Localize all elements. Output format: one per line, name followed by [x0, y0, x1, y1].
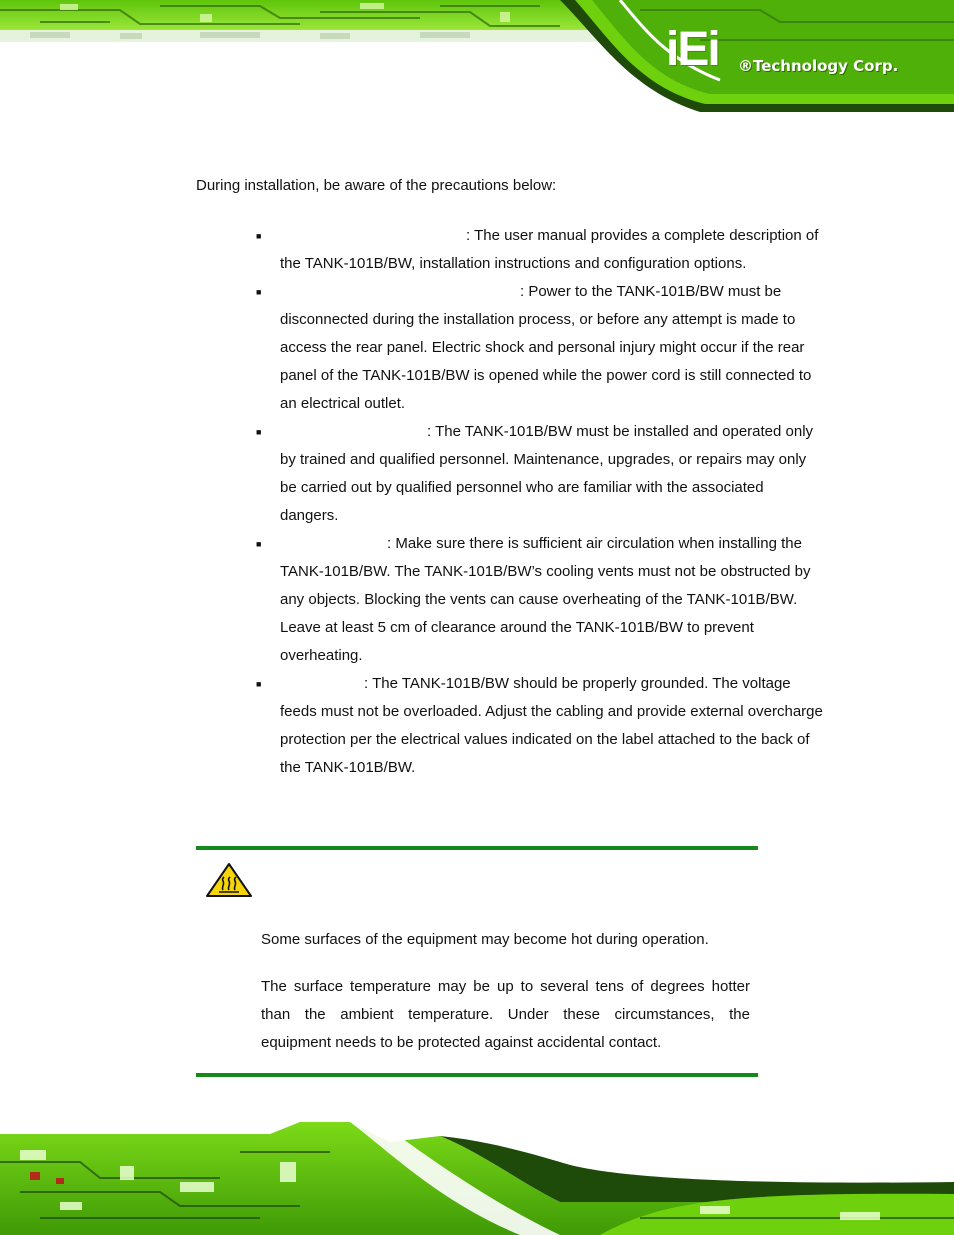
warning-body	[261, 926, 750, 1076]
logo-tagline: ®Technology Corp.	[738, 57, 899, 75]
warning-top-rule	[196, 846, 758, 850]
precaution-text: : The TANK-101B/BW should be properly grounded. The voltage feeds must not be overloaded. Adjust the cabling and provide external overcharge protection per the electrical values indicated on the label attached to the back of the TANK-101B/BW.	[280, 675, 823, 776]
intro-text: During installation, be aware of the precautions below:	[196, 177, 557, 194]
bullet: ■	[256, 539, 262, 549]
bullet: ■	[256, 427, 262, 437]
precaution-text: : The user manual provides a complete description of the TANK-101B/BW, installation instructions and configuration options.	[280, 227, 819, 272]
bullet: ■	[256, 679, 262, 689]
warning-paragraph: Some surfaces of the equipment may become hot during operation.	[261, 931, 709, 948]
precautions-list	[256, 222, 826, 782]
list-item	[256, 530, 826, 670]
list-item	[256, 222, 826, 278]
list-item	[256, 670, 826, 782]
warning-bottom-rule	[196, 1073, 758, 1077]
precaution-text: : The TANK-101B/BW must be installed and operated only by trained and qualified personnel. Maintenance, upgrades, or repairs may only be carried out by qualified personnel who are familiar with the associated dangers.	[280, 423, 814, 524]
warning-paragraph: The surface temperature may be up to several tens of degrees hotter than the ambient temperature. Under these circumstances, the equipment needs to be protected against accidental contact.	[261, 978, 750, 1051]
footer-banner	[0, 1122, 954, 1235]
precaution-text: : Make sure there is sufficient air circulation when installing the TANK-101B/BW. The TANK-101B/BW’s cooling vents must not be obstructed by any objects. Blocking the vents can cause overheating of the TANK-101B/BW. Leave at least 5 cm of clearance around the TANK-101B/BW to prevent overheating.	[280, 535, 811, 664]
bullet: ■	[256, 231, 262, 241]
hot-surface-warning-icon	[205, 862, 253, 898]
list-item	[256, 418, 826, 530]
list-item	[256, 278, 826, 418]
header-banner	[0, 0, 954, 112]
circuit-board-footer-graphic	[0, 1122, 954, 1235]
iei-logo	[666, 23, 946, 86]
precaution-text: : Power to the TANK-101B/BW must be disconnected during the installation process, or before any attempt is made to access the rear panel. Electric shock and personal injury might occur if the rear panel of the TANK-101B/BW is opened while the power cord is still connected to an electrical outlet.	[280, 283, 812, 412]
logo-mark: iEi	[666, 23, 719, 76]
bullet: ■	[256, 287, 262, 297]
